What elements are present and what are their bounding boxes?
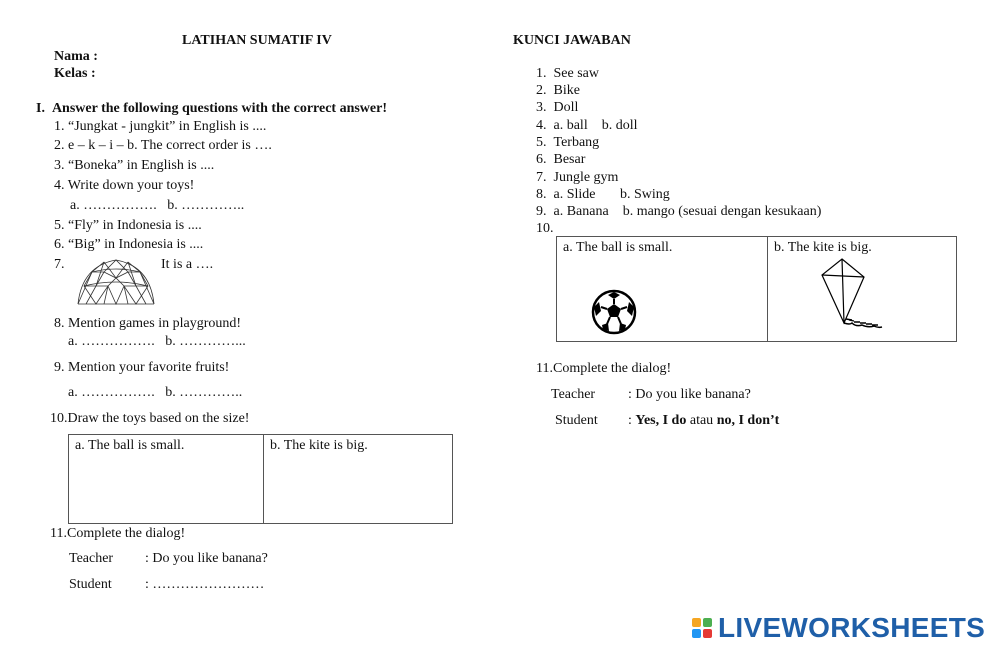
question-7-text: It is a …. bbox=[161, 257, 214, 272]
question-8-answers: a. ……………. b. …………... bbox=[68, 334, 246, 349]
liveworksheets-wordmark: LIVEWORKSHEETS bbox=[718, 612, 986, 643]
answer-teacher-label: Teacher bbox=[551, 387, 596, 402]
drawing-cell-kite[interactable] bbox=[264, 435, 452, 523]
worksheet-title: LATIHAN SUMATIF IV bbox=[182, 33, 332, 48]
question-5: 5. “Fly” in Indonesia is .... bbox=[54, 218, 202, 233]
answer-teacher-line: : Do you like banana? bbox=[628, 387, 751, 402]
student-answer-blank[interactable]: : …………………… bbox=[145, 577, 265, 592]
question-7-number: 7. bbox=[54, 257, 65, 272]
question-3: 3. “Boneka” in English is .... bbox=[54, 158, 215, 173]
answer-student-or: atau bbox=[686, 413, 717, 428]
teacher-label: Teacher bbox=[69, 551, 114, 566]
question-11: 11.Complete the dialog! bbox=[50, 526, 186, 541]
liveworksheets-mark-icon bbox=[692, 616, 714, 640]
section-heading: I. Answer the following questions with the correct answer! bbox=[36, 101, 388, 116]
answer-cell-kite bbox=[768, 237, 956, 341]
question-1: 1. “Jungkat - jungkit” in English is .... bbox=[54, 119, 267, 134]
answer-1: 1. See saw bbox=[536, 66, 599, 81]
answer-9: 9. a. Banana b. mango (sesuai dengan kesukaan) bbox=[536, 204, 822, 219]
question-2: 2. e – k – i – b. The correct order is …. bbox=[54, 138, 272, 153]
answer-11: 11.Complete the dialog! bbox=[536, 361, 672, 376]
drawing-cell-kite-label: b. The kite is big. bbox=[270, 438, 368, 453]
answer-3: 3. Doll bbox=[536, 100, 579, 115]
answer-student-yes: Yes, I do bbox=[635, 413, 687, 428]
question-6: 6. “Big” in Indonesia is .... bbox=[54, 237, 204, 252]
answer-10: 10. bbox=[536, 221, 554, 236]
jungle-gym-image bbox=[76, 256, 156, 308]
answer-7: 7. Jungle gym bbox=[536, 170, 619, 185]
answer-6: 6. Besar bbox=[536, 152, 586, 167]
kite-image bbox=[816, 257, 886, 333]
answer-8: 8. a. Slide b. Swing bbox=[536, 187, 670, 202]
question-4-answers: a. ……………. b. ………….. bbox=[70, 198, 245, 213]
drawing-cell-ball[interactable] bbox=[69, 435, 264, 523]
name-label: Nama : bbox=[54, 49, 98, 64]
answer-student-line bbox=[628, 412, 779, 429]
answer-key-title: KUNCI JAWABAN bbox=[513, 33, 631, 48]
teacher-line: : Do you like banana? bbox=[145, 551, 268, 566]
answer-cell-ball-label: a. The ball is small. bbox=[563, 240, 673, 255]
answer-cell-kite-label: b. The kite is big. bbox=[774, 240, 872, 255]
answer-cell-ball bbox=[557, 237, 768, 341]
answer-2: 2. Bike bbox=[536, 83, 580, 98]
answer-student-label: Student bbox=[555, 413, 598, 428]
question-10: 10.Draw the toys based on the size! bbox=[50, 411, 250, 426]
drawing-table bbox=[68, 434, 453, 524]
answer-student-no: no, I don’t bbox=[716, 413, 780, 428]
soccer-ball-image bbox=[590, 289, 638, 335]
drawing-cell-ball-label: a. The ball is small. bbox=[75, 438, 185, 453]
student-label: Student bbox=[69, 577, 112, 592]
answer-student-prefix: : bbox=[628, 413, 636, 428]
answer-5: 5. Terbang bbox=[536, 135, 600, 150]
liveworksheets-logo[interactable] bbox=[692, 612, 985, 644]
class-label: Kelas : bbox=[54, 66, 96, 81]
question-8: 8. Mention games in playground! bbox=[54, 316, 242, 331]
question-9-answers: a. ……………. b. ………….. bbox=[68, 385, 243, 400]
answer-4: 4. a. ball b. doll bbox=[536, 118, 638, 133]
question-9: 9. Mention your favorite fruits! bbox=[54, 360, 230, 375]
answer-drawing-table bbox=[556, 236, 957, 342]
question-4: 4. Write down your toys! bbox=[54, 178, 195, 193]
